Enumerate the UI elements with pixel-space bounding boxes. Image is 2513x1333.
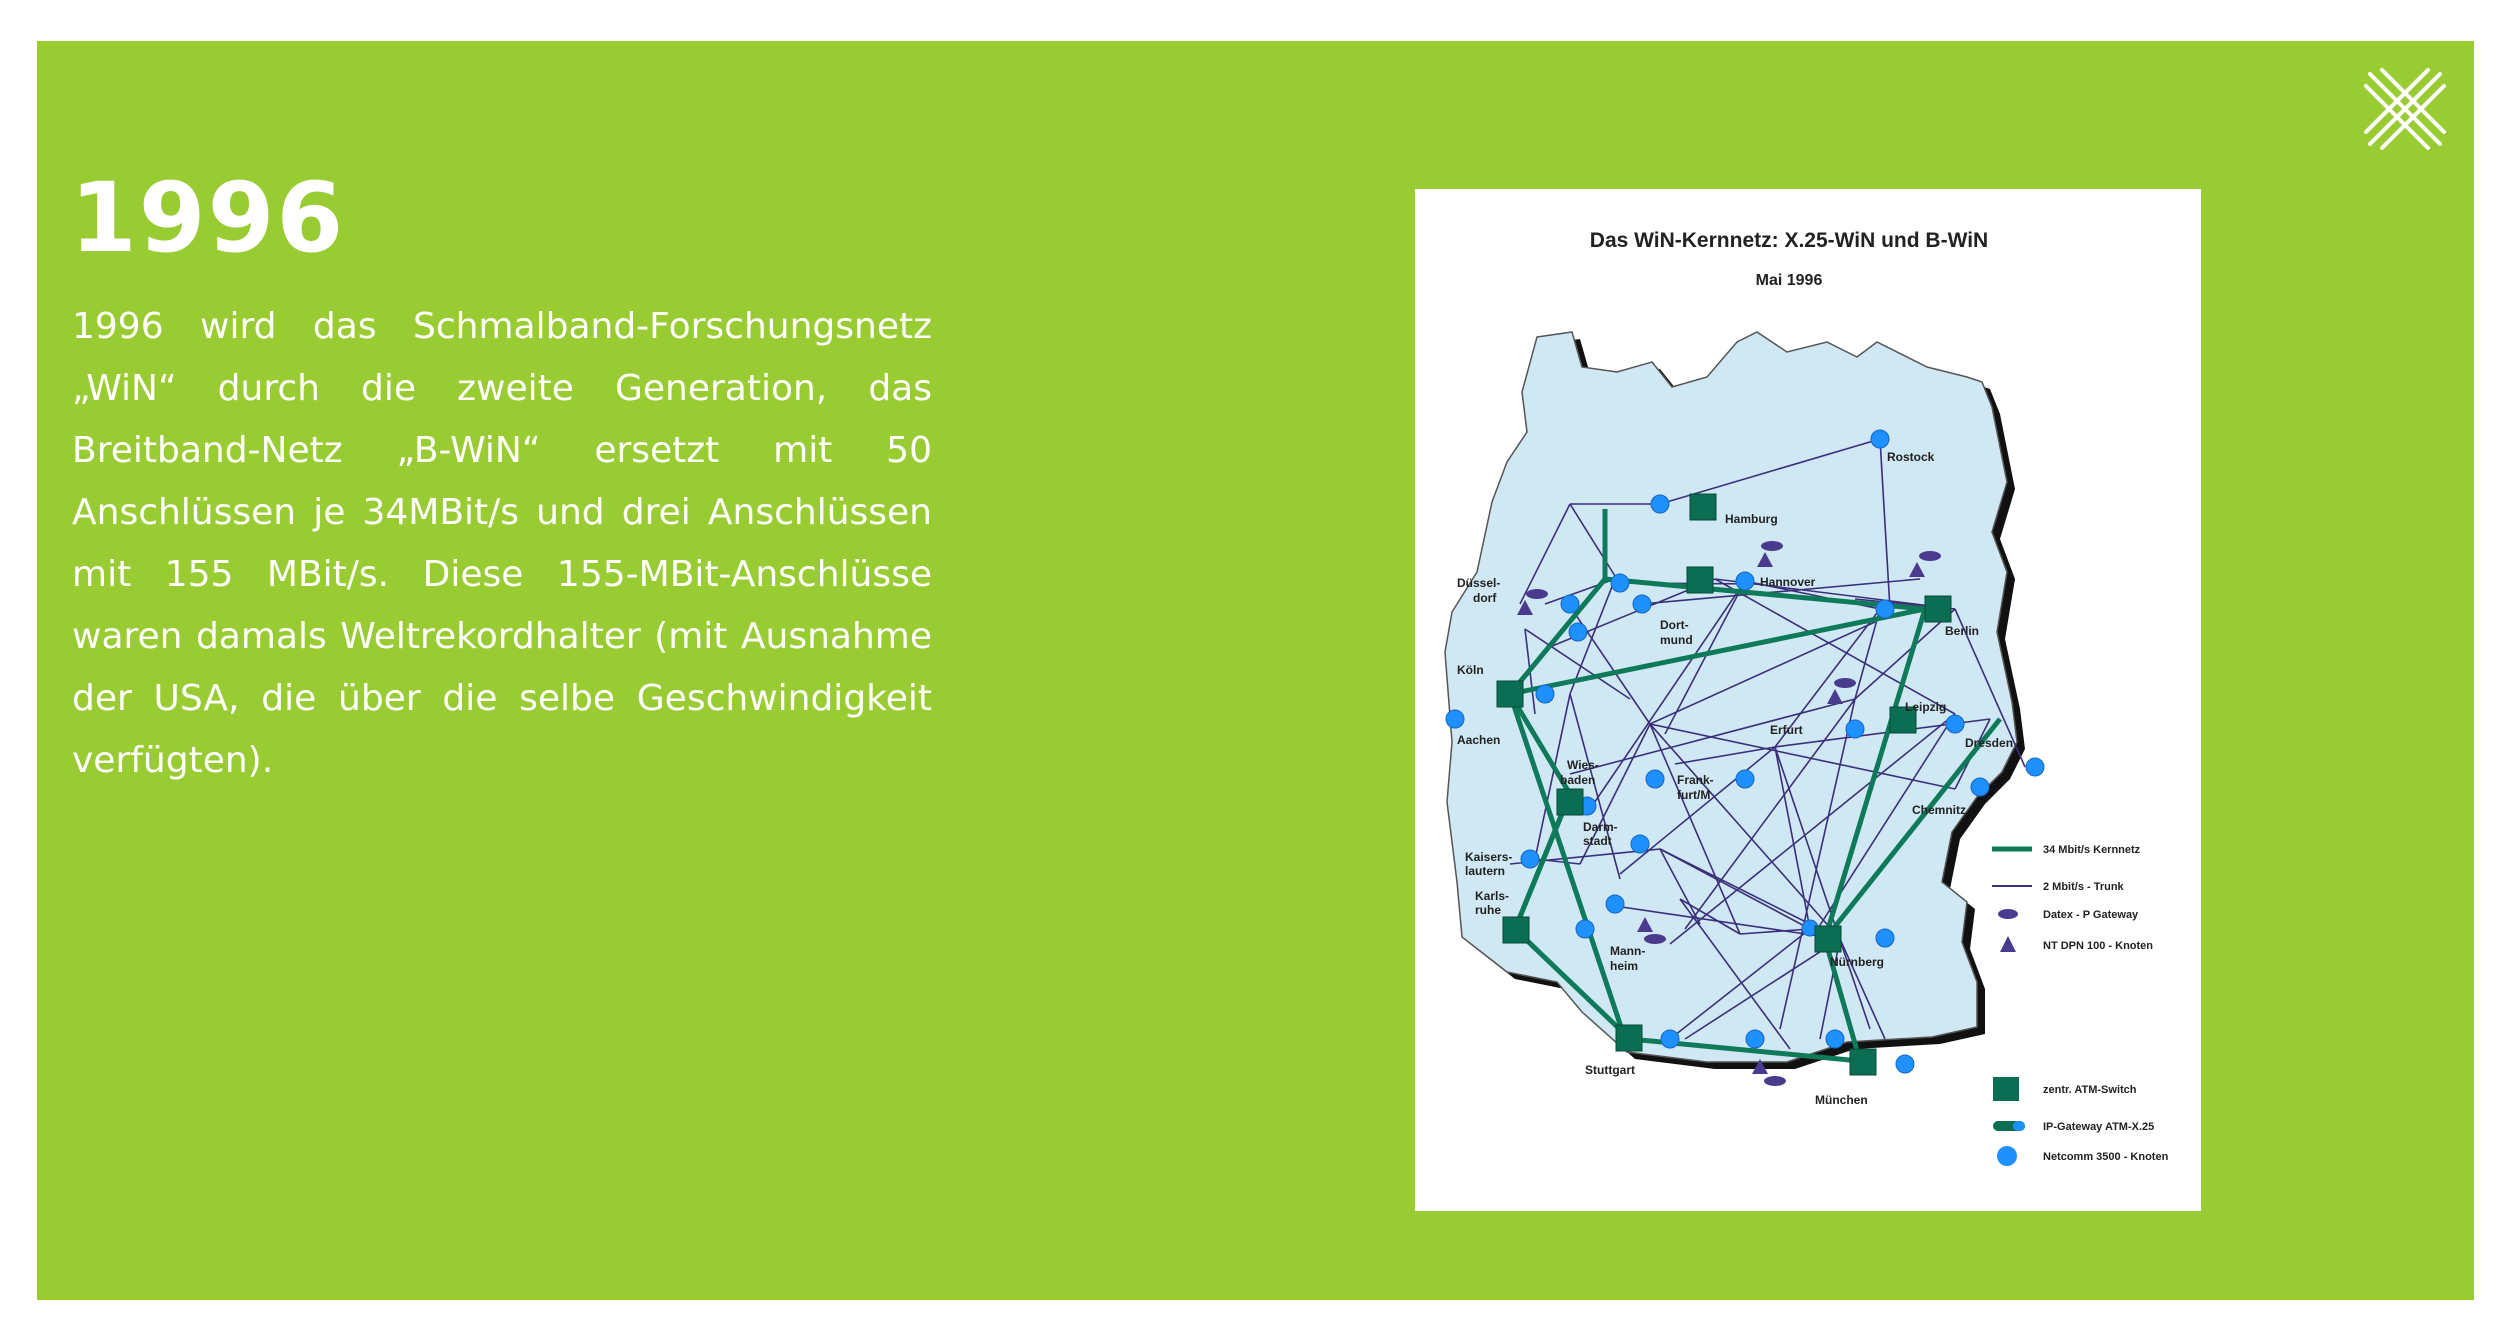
city-kaiserslautern-1: Kaisers- — [1465, 850, 1513, 864]
description-text: 1996 wird das Schmalband-Forschungsnetz „WiN“ durch die zweite Generation, das Breitband-Netz „B-WiN“ ersetzt mit 50 Anschlüssen je 34MBit/s und drei Anschlüssen mit 155 MBit/s. Diese 155-MBit-Anschlüsse waren damals Weltrekordhalter (mit Ausnahme der USA, die über die selbe Geschwindigkeit verfügten). — [72, 306, 932, 781]
close-x-icon — [2360, 64, 2450, 154]
city-frankfurt-2: furt/M — [1677, 788, 1711, 802]
city-stuttgart: Stuttgart — [1585, 1063, 1635, 1077]
city-dortmund-1: Dort- — [1660, 618, 1689, 632]
city-berlin: Berlin — [1945, 624, 1980, 638]
city-frankfurt-1: Frank- — [1677, 773, 1714, 787]
legend-ntdpn: NT DPN 100 - Knoten — [2043, 940, 2154, 952]
city-dresden: Dresden — [1965, 736, 2014, 750]
close-button[interactable] — [2360, 64, 2450, 154]
map-title: Das WiN-Kernnetz: X.25-WiN und B-WiN — [1589, 229, 1989, 252]
city-darmstadt-1: Darm- — [1583, 820, 1618, 834]
city-hamburg: Hamburg — [1725, 512, 1778, 526]
city-koeln: Köln — [1457, 663, 1484, 677]
city-karlsruhe-2: ruhe — [1475, 903, 1502, 917]
city-leipzig: Leipzig — [1905, 700, 1947, 714]
legend-trunk: 2 Mbit/s - Trunk — [2043, 881, 2124, 893]
city-mannheim-2: heim — [1610, 959, 1639, 973]
city-chemnitz: Chemnitz — [1912, 803, 1966, 817]
legend-atm-switch: zentr. ATM-Switch — [2043, 1084, 2137, 1096]
legend-core: 34 Mbit/s Kernnetz — [2043, 844, 2141, 856]
city-erfurt: Erfurt — [1770, 723, 1803, 737]
city-hannover: Hannover — [1760, 575, 1816, 589]
city-dortmund-2: mund — [1660, 633, 1693, 647]
city-duesseldorf-2: dorf — [1473, 591, 1497, 605]
city-kaiserslautern-2: lautern — [1465, 864, 1506, 878]
city-duesseldorf-1: Düssel- — [1457, 576, 1501, 590]
network-map-figure — [1415, 189, 2201, 1211]
city-muenchen: München — [1815, 1093, 1868, 1107]
legend-datex: Datex - P Gateway — [2043, 909, 2139, 921]
year-heading: 1996 — [70, 162, 346, 274]
city-mannheim-1: Mann- — [1610, 944, 1646, 958]
legend-ip-gateway: IP-Gateway ATM-X.25 — [2043, 1121, 2155, 1133]
city-nuernberg: Nürnberg — [1830, 955, 1884, 969]
city-wiesbaden-2: baden — [1560, 773, 1596, 787]
city-aachen: Aachen — [1457, 733, 1501, 747]
city-karlsruhe-1: Karls- — [1475, 889, 1510, 903]
win-network-map — [1415, 189, 2201, 1211]
germany-outline — [1445, 332, 2017, 1062]
map-subtitle: Mai 1996 — [1755, 272, 1823, 289]
legend-netcomm: Netcomm 3500 - Knoten — [2043, 1151, 2169, 1163]
city-rostock: Rostock — [1887, 450, 1935, 464]
city-darmstadt-2: stadt — [1583, 834, 1612, 848]
city-wiesbaden-1: Wies- — [1567, 758, 1599, 772]
map-legend — [1992, 844, 2169, 1166]
